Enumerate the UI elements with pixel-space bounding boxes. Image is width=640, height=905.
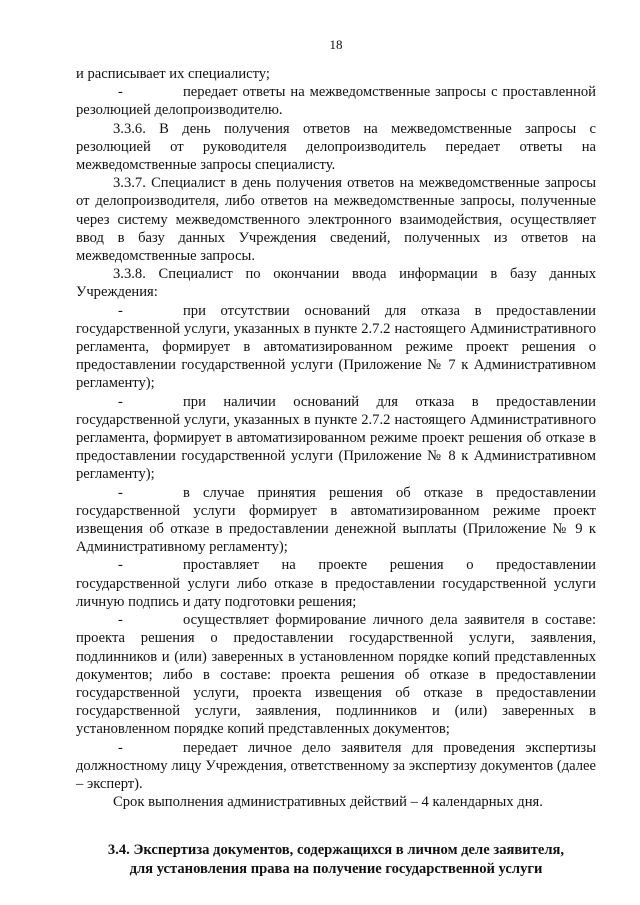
- paragraph-continuation: и расписывает их специалисту;: [76, 66, 270, 82]
- section-heading: [76, 841, 596, 877]
- bullet-dash: -: [118, 557, 123, 574]
- bullet-dash: -: [118, 302, 123, 319]
- paragraph-3-3-7: 3.3.7. Специалист в день получения ответов на межведомственные запросы от делопроизводителя, либо ответов на межведомственные запросы, полученные через систему межведомственного электронного взаимодействия, осуществляет ввод в базу данных Учреждения сведений, полученных из ответов на межведомственные запросы.: [76, 175, 596, 265]
- bullet-dash: -: [118, 84, 123, 101]
- paragraph-3-3-8: 3.3.8. Специалист по окончании ввода информации в базу данных Учреждения:: [76, 266, 596, 301]
- bullet-text: при наличии оснований для отказа в предоставлении государственной услуги, указанных в пункте 2.7.2 настоящего Административного регламента, формирует в автоматизированном режиме проект решения об отказе в предоставлении государственной услуги (Приложение № 8 к Административном регламенту);: [76, 393, 596, 483]
- document-body: [76, 65, 596, 811]
- bullet-text: при отсутствии оснований для отказа в предоставлении государственной услуги, указанных в пункте 2.7.2 настоящего Административного регламента, формирует в автоматизированном режиме проект решения о предоставлении государственной услуги (Приложение № 7 к Административном регламенту);: [76, 302, 596, 392]
- bullet-item: [76, 556, 596, 611]
- bullet-item: [76, 393, 596, 484]
- bullet-text: проставляет на проекте решения о предоставлении государственной услуги либо отказе в предоставлении государственной услуги личную подпись и дату подготовки решения;: [76, 557, 596, 610]
- section-heading-line-1: 3.4. Экспертиза документов, содержащихся в личном деле заявителя,: [107, 842, 565, 859]
- bullet-text: в случае принятия решения об отказе в предоставлении государственной услуги формирует в автоматизированном режиме проект извещения об отказе в предоставлении денежной выплаты (Приложение № 9 к Административному регламенту);: [76, 484, 596, 556]
- bullet-item: [76, 739, 596, 794]
- bullet-text: передает ответы на межведомственные запросы с проставленной резолюцией делопроизводителю.: [76, 84, 596, 119]
- bullet-dash: -: [118, 739, 123, 756]
- bullet-text: передает личное дело заявителя для проведения экспертизы должностному лицу Учреждения, ответственному за экспертизу документов (далее – эксперт).: [76, 739, 596, 792]
- bullet-item: [76, 302, 596, 393]
- term-paragraph: Срок выполнения административных действий – 4 календарных дня.: [113, 794, 543, 811]
- section-heading-line-2: для установления права на получение государственной услуги: [129, 860, 543, 877]
- bullet-item: [76, 611, 596, 738]
- bullet-dash: -: [118, 393, 123, 410]
- paragraph-3-3-6: 3.3.6. В день получения ответов на межведомственные запросы с резолюцией от руководителя делопроизводитель передает ответы на межведомственные запросы специалисту.: [76, 120, 596, 174]
- bullet-dash: -: [118, 612, 123, 629]
- bullet-item: [76, 484, 596, 557]
- bullet-item: [76, 83, 596, 119]
- page-number: 18: [329, 37, 343, 52]
- bullet-text: осуществляет формирование личного дела заявителя в составе: проекта решения о предоставлении государственной услуги, заявления, подлинников и (или) заверенных в установленном порядке копий представленных документов; либо в составе: проекта решения об отказе в предоставлении государственной услуги, проекта извещения об отказе в предоставлении государственной услуги, заявления, подлинников и (или) заверенных в установленном порядке копий представленных документов;: [76, 612, 596, 738]
- bullet-dash: -: [118, 484, 123, 501]
